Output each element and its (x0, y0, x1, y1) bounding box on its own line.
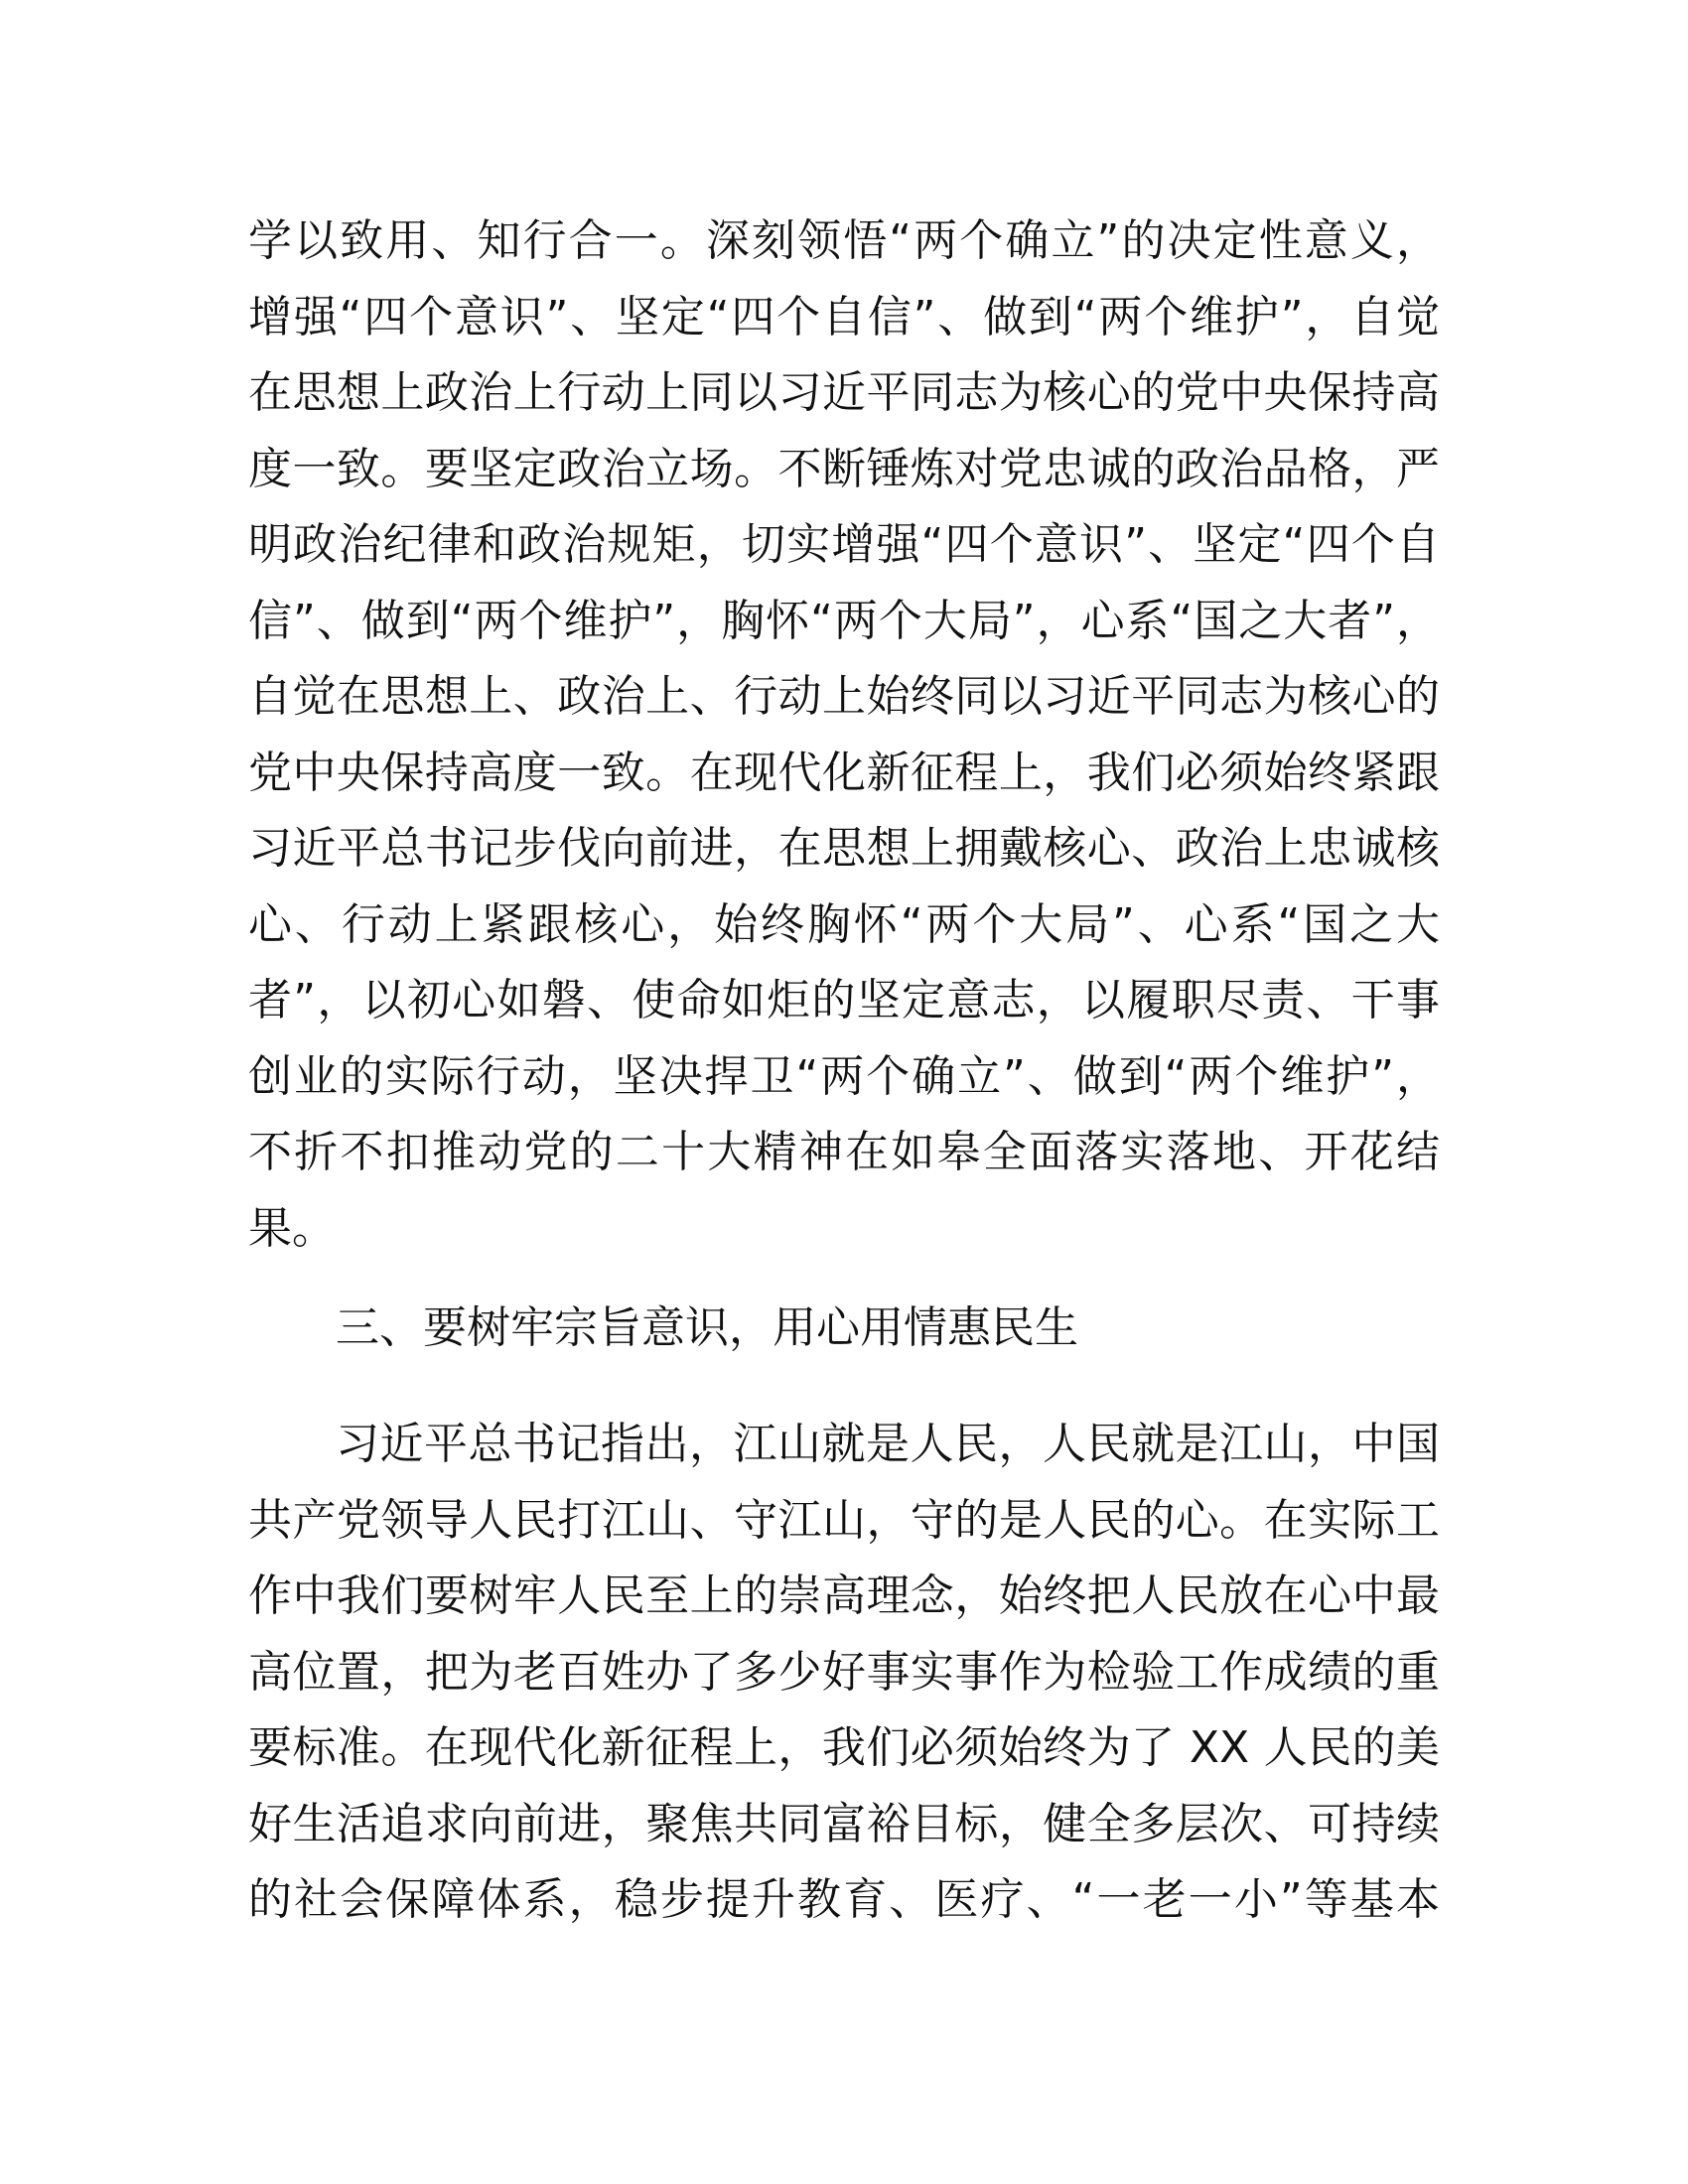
section-heading-block (248, 1291, 1440, 1367)
text-line: 习近平总书记指出，江山就是人民，人民就是江山，中国 (336, 1419, 1440, 1469)
text-line: 信”、做到“两个维护”，胸怀“两个大局”，心系“国之大者”， (248, 595, 1440, 646)
text-line: 要标准。在现代化新征程上，我们必须始终为了 XX 人民的美 (248, 1722, 1440, 1773)
text-line: 创业的实际行动，坚决捍卫“两个确立”、做到“两个维护”， (248, 1050, 1440, 1102)
text-line: 高位置，把为老百姓办了多少好事实事作为检验工作成绩的重 (248, 1646, 1440, 1698)
text-line: 度一致。要坚定政治立场。不断锤炼对党忠诚的政治品格，严 (248, 443, 1440, 494)
text-line: 不折不扣推动党的二十大精神在如皋全面落实落地、开花结 (248, 1127, 1440, 1177)
text-line: 作中我们要树牢人民至上的崇高理念，始终把人民放在心中最 (248, 1570, 1440, 1621)
text-line: 者”，以初心如磐、使命如炬的坚定意志，以履职尽责、干事 (248, 975, 1440, 1025)
text-line: 明政治纪律和政治规矩，切实增强“四个意识”、坚定“四个自 (248, 519, 1440, 570)
text-line: 增强“四个意识”、坚定“四个自信”、做到“两个维护”，自觉 (248, 291, 1440, 342)
text-line: 党中央保持高度一致。在现代化新征程上，我们必须始终紧跟 (248, 747, 1440, 798)
paragraph-section-3 (248, 1407, 1440, 1939)
text-line: 学以致用、知行合一。深刻领悟“两个确立”的决定性意义， (248, 215, 1440, 266)
text-line: 果。 (248, 1202, 336, 1254)
text-line: 的社会保障体系，稳步提升教育、医疗、“一老一小”等基本 (248, 1874, 1440, 1925)
text-line: 在思想上政治上行动上同以习近平同志为核心的党中央保持高 (248, 367, 1440, 418)
paragraph-continued (248, 204, 1440, 1267)
text-line: 共产党领导人民打江山、守江山，守的是人民的心。在实际工 (248, 1494, 1440, 1546)
text-line: 自觉在思想上、政治上、行动上始终同以习近平同志为核心的 (248, 671, 1440, 722)
section-heading: 三、要树牢宗旨意识，用心用情惠民生 (336, 1302, 1078, 1353)
text-line: 心、行动上紧跟核心，始终胸怀“两个大局”、心系“国之大 (248, 898, 1440, 950)
text-line: 好生活追求向前进，聚焦共同富裕目标，健全多层次、可持续 (248, 1798, 1440, 1849)
text-line: 习近平总书记步伐向前进，在思想上拥戴核心、政治上忠诚核 (248, 823, 1440, 874)
